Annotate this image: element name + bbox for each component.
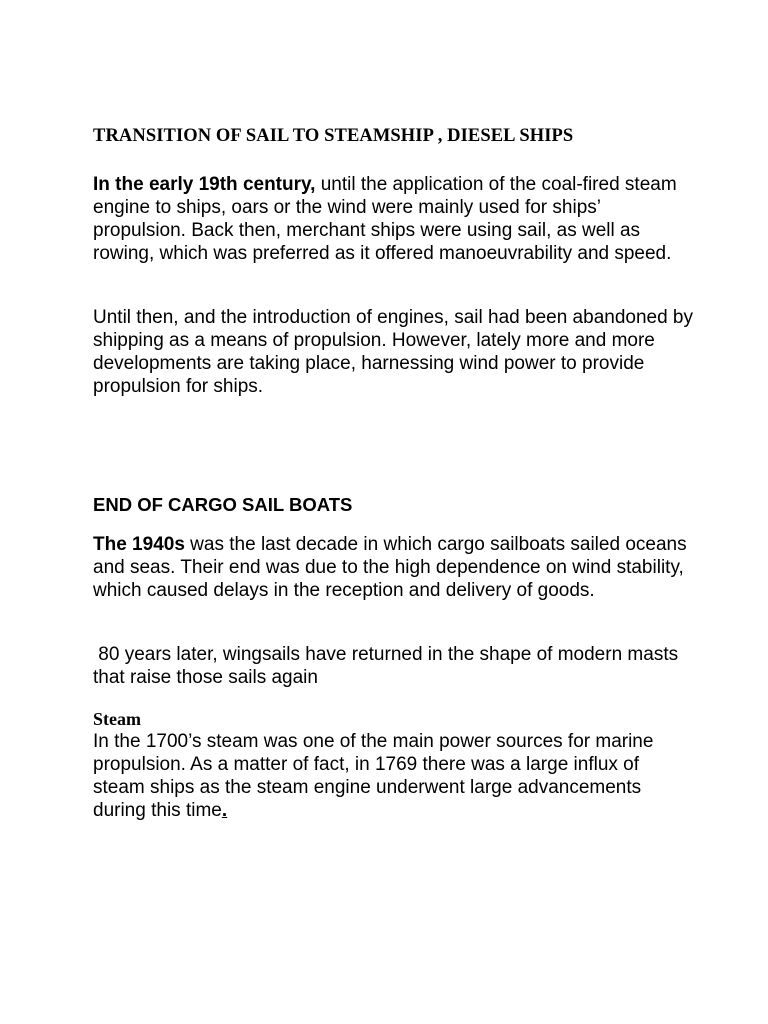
paragraph-sail-abandoned: Until then, and the introduction of engines, sail had been abandoned by shipping as a means of propulsion. However, lately more and more developments are taking place, harnessing wind power to provide propulsion for ships.	[93, 307, 694, 397]
paragraph-steam	[93, 730, 693, 822]
paragraph-early-19th-century	[93, 173, 693, 265]
cargo-sail-heading: END OF CARGO SAIL BOATS	[93, 494, 353, 515]
paragraph-lead-bold: In the early 19th century,	[93, 174, 316, 195]
paragraph-body: In the 1700’s steam was one of the main power sources for marine propulsion. As a matter of fact, in 1769 there was a large influx of steam ships as the steam engine underwent large advancements during this time	[93, 731, 654, 821]
main-heading: TRANSITION OF SAIL TO STEAMSHIP , DIESEL SHIPS	[93, 126, 574, 146]
steam-heading: Steam	[93, 709, 141, 729]
paragraph-1940s	[93, 533, 693, 602]
paragraph-body: was the last decade in which cargo sailboats sailed oceans and seas. Their end was due to the high dependence on wind stability, which caused delays in the reception and delivery of goods.	[93, 534, 687, 601]
paragraph-lead-bold: The 1940s	[93, 534, 185, 555]
steam-section	[93, 708, 693, 822]
paragraph-wingsails: 80 years later, wingsails have returned in the shape of modern masts that raise those sails again	[93, 644, 684, 688]
paragraph-body: until the application of the coal-fired steam engine to ships, oars or the wind were mainly used for ships’ propulsion. Back then, merchant ships were using sail, as well as rowing, which was preferred as it offered manoeuvrability and speed.	[93, 174, 677, 264]
paragraph-end-period: .	[221, 800, 228, 821]
